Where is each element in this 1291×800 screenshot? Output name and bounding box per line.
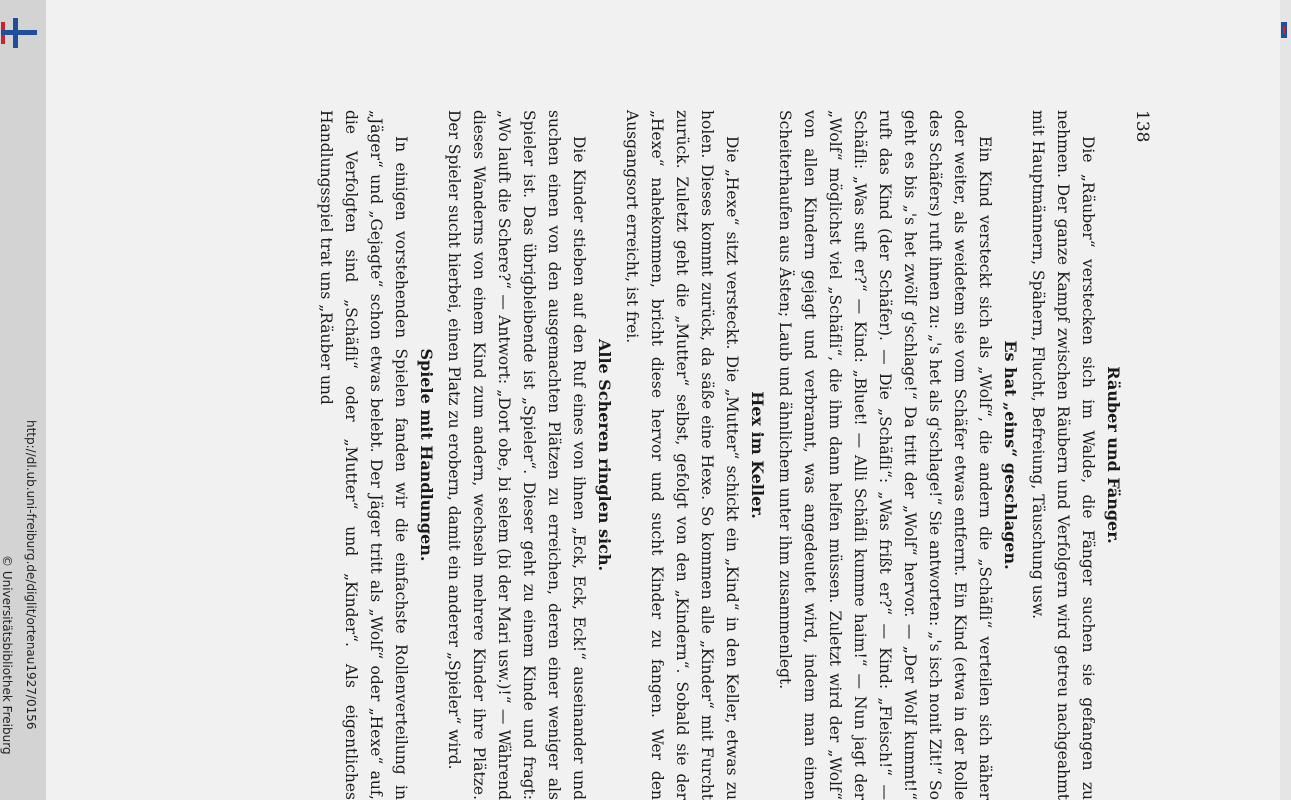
section-scheren xyxy=(441,110,617,800)
section-heading: Alle Scheren ringlen sich. xyxy=(595,338,614,572)
section-paragraph: Ein Kind versteckt sich als „Wolf“, die andern die „Schäfli“ verteilen sich näher oder weiter, als weidetem sie vom Schäfer etwas entfernt. Ein Kind (etwa in der Rolle des Schäfers) ruft ihnen zu: „'s het als g'schlage!“ Sie antworten: „'s isch nonit Zit!“ So geht es bis „'s het zwölf g'schlage!“ Da tritt der „Wolf“ hervor. — „Der Wolf kummt!“ ruft das Kind (der Schäfer). — Die „Schäfli“: „Was frißt er?“ — Kind: „Fleisch!“ — Schäfli: „Was suft er?“ — Kind: „Bluet! — Alli Schäfli kumme haim!“ — Nun jagt der „Wolf“ möglichst viel „Schäfli“, die ihm dann helfen müssen. Zuletzt wird der „Wolf“ von allen Kindern gejagt und verbrannt, was angedeutet wird, indem man einen Scheiterhaufen aus Ästen; Laub und ähnlichem unter ihm zusammenlegt. xyxy=(776,110,994,800)
university-logo xyxy=(1,18,37,48)
section-raeuber xyxy=(1025,110,1126,800)
section-paragraph: Die „Hexe“ sitzt versteckt. Die „Mutter“ schickt ein „Kind“ in den Keller, etwas zu holen. Dieses kommt zurück, da säße eine Hexe. So kommen alle „Kinder“ mit Furcht zurück. Zuletzt geht die „Mutter“ selbst, gefolgt von den „Kindern“. Sobald sie der „Hexe“ nahekommen, bricht diese hervor und sucht Kinder zu fangen. Wer den Ausgangsort erreicht, ist frei. xyxy=(623,110,741,800)
section-paragraph: Die „Räuber“ verstecken sich im Walde, die Fänger suchen sie gefangen zu nehmen. Der ganze Kampf zwischen Räubern und Verfolgern wird getreu nachgeahmt mit Hauptmännern, Spähern, Flucht, Befreiung, Täuschung usw. xyxy=(1029,110,1097,800)
viewer-right-strip xyxy=(1280,0,1291,800)
page-content xyxy=(317,110,1154,800)
section-heading: Spiele mit Handlungen. xyxy=(417,348,436,562)
section-hex-im-keller xyxy=(619,110,770,800)
section-paragraph: In einigen vorstehenden Spielen fanden wir die einfachste Rollenverteilung in „Jäger“ und „Gejagte“ schon etwas belebt. Der Jäger tritt als „Wolf“ oder „Hexe“ auf, die Verfolgten sind „Schäfli“ oder „Mutter“ und „Kinder“. Als eigentliches Handlungsspiel trat uns „Räuber und xyxy=(317,110,410,800)
section-spiele-handlungen xyxy=(313,110,439,800)
section-eins-geschlagen xyxy=(772,110,1023,800)
section-paragraph: Die Kinder stieben auf den Ruf eines von ihnen „Eck, Eck, Eck!“ auseinander und suchen einen von den ausgemachten Plätzen zu erreichen, deren einer weniger als Spieler ist. Das übrigbleibende ist „Spieler“. Dieser geht zu einem Kinde und fragt: „Wo lauft die Schere?“ — Antwort: „Dort obe, bi selem (bi der Mari usw.)!“ — Während dieses Wanderns von einem Kind zum andern, wechseln mehrere Kinder ihre Plätze. Der Spieler sucht hierbei, einen Platz zu erobern, damit ein anderer „Spieler“ wird. xyxy=(445,110,588,800)
copyright-notice: © Universitätsbibliothek Freiburg xyxy=(0,555,14,755)
viewer-left-strip xyxy=(0,0,46,800)
section-heading: Hex im Keller. xyxy=(748,391,767,519)
right-logo-accent xyxy=(1283,26,1285,34)
source-url[interactable]: http://dl.ub.uni-freiburg.de/diglit/ortenau1927/0156 xyxy=(24,420,38,730)
scanned-page xyxy=(46,0,1280,800)
section-heading: Es hat „eins“ geschlagen. xyxy=(1001,340,1020,570)
page-number: 138 xyxy=(1132,110,1152,143)
section-heading: Räuber und Fänger. xyxy=(1104,366,1123,544)
